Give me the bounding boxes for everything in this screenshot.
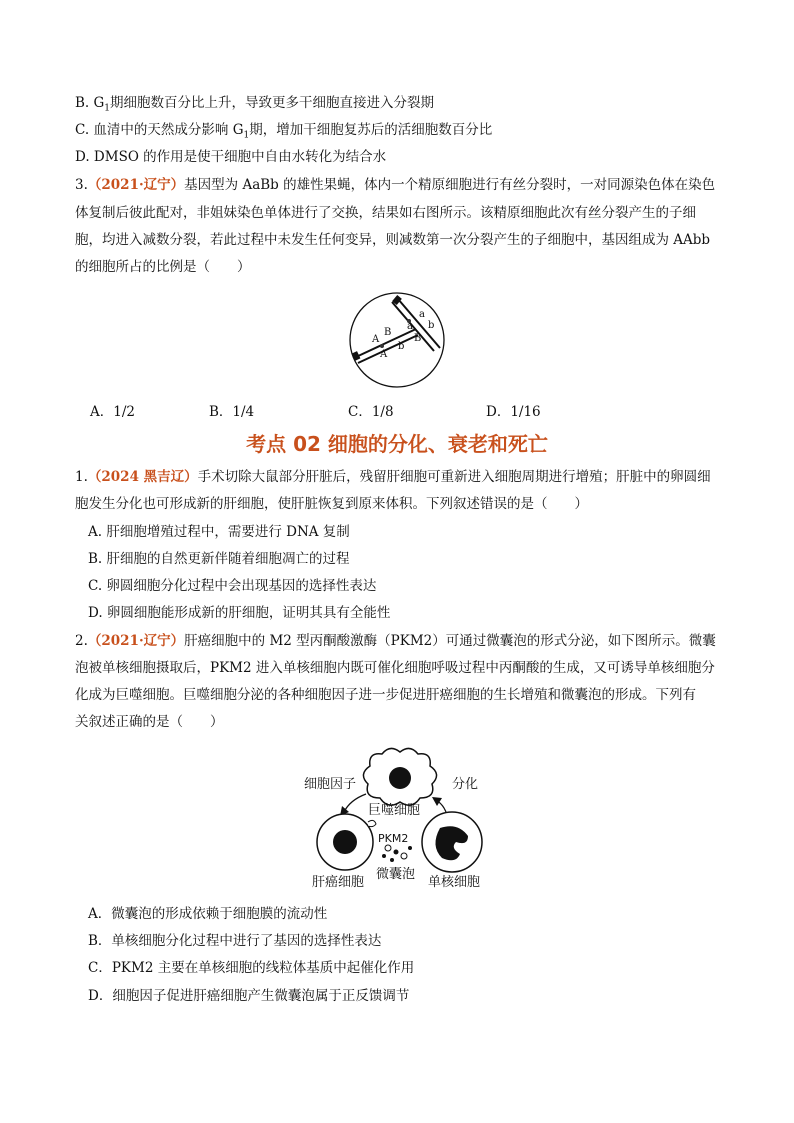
- q3-option-a: A．1/2: [90, 404, 135, 420]
- label-monocyte: 单核细胞: [428, 875, 481, 890]
- prev-option-c-sub: 1: [243, 130, 250, 141]
- cell-cycle-figure: [300, 742, 500, 892]
- s2q2-line-4: 关叙述正确的是（ ）: [75, 714, 224, 730]
- s2q2-line-1: [75, 632, 716, 650]
- prev-option-b: [75, 94, 434, 118]
- prev-option-b-text: B. G: [75, 95, 105, 111]
- q3-line-4: 的细胞所占的比例是（ ）: [75, 259, 251, 275]
- s2q2-line-2: 泡被单核细胞摄取后，PKM2 进入单核细胞内既可催化细胞呼吸过程中丙酮酸的生成，又可诱导单核细胞分: [75, 660, 715, 676]
- q3-option-c: C．1/8: [348, 404, 394, 420]
- label-differentiation: 分化: [452, 777, 479, 792]
- s2q1-number: 1.: [75, 469, 88, 485]
- q3-gene-label-7: a: [419, 309, 425, 320]
- arrow-cytokine: [344, 794, 366, 812]
- prev-option-c-text: C. 血清中的天然成分影响 G: [75, 122, 244, 138]
- s2q1-source: （2024 黑吉辽）: [87, 469, 198, 485]
- section-heading: 考点 02 细胞的分化、衰老和死亡: [246, 432, 548, 456]
- s2q2-option-c: C．PKM2 主要在单核细胞的线粒体基质中起催化作用: [88, 960, 415, 976]
- s2q1-text-1: 手术切除大鼠部分肝脏后，残留肝细胞可重新进入细胞周期进行增殖；肝脏中的卵圆细: [197, 469, 711, 485]
- s2q1-option-b: B. 肝细胞的自然更新伴随着细胞凋亡的过程: [88, 551, 350, 567]
- q3-gene-label-6: B: [414, 333, 422, 344]
- q3-gene-label-3: A: [380, 349, 388, 360]
- q3-option-d: D．1/16: [486, 404, 541, 420]
- s2q2-option-a: A．微囊泡的形成依赖于细胞膜的流动性: [88, 906, 328, 922]
- q3-line-3: 胞，均进入减数分裂，若此过程中未发生任何变异，则减数第一次分裂产生的子细胞中，基因组成为 AAbb: [75, 232, 711, 248]
- q3-line-2: 体复制后彼此配对，非姐妹染色单体进行了交换，结果如右图所示。该精原细胞此次有丝分裂产生的子细: [75, 205, 696, 221]
- q3-text-1: 基因型为 AaBb 的雄性果蝇，体内一个精原细胞进行有丝分裂时，一对同源染色体在染色: [184, 177, 716, 193]
- label-liver-cancer-cell: 肝癌细胞: [312, 875, 365, 890]
- q3-gene-label-4: b: [398, 341, 405, 352]
- s2q2-source: （2021·辽宁）: [87, 633, 185, 649]
- s2q1-option-c: C. 卵圆细胞分化过程中会出现基因的选择性表达: [88, 578, 377, 594]
- q3-gene-label-5: a: [407, 321, 413, 332]
- s2q2-option-d: D．细胞因子促进肝癌细胞产生微囊泡属于正反馈调节: [88, 988, 410, 1004]
- q3-number: 3.: [75, 177, 88, 193]
- prev-option-d: D. DMSO 的作用是使干细胞中自由水转化为结合水: [75, 149, 387, 165]
- s2q1-option-a: A. 肝细胞增殖过程中，需要进行 DNA 复制: [88, 524, 350, 540]
- chromosome-figure: [344, 290, 450, 390]
- prev-option-b-sub: 1: [104, 103, 111, 114]
- q3-gene-label-2: B: [384, 327, 392, 338]
- q3-source: （2021·辽宁）: [87, 177, 185, 193]
- q3-gene-label-1: A: [372, 334, 380, 345]
- label-macrophage: 巨噬细胞: [368, 803, 421, 818]
- s2q2-number: 2.: [75, 633, 88, 649]
- s2q2-text-1: 肝癌细胞中的 M2 型丙酮酸激酶（PKM2）可通过微囊泡的形式分泌，如下图所示。微囊: [184, 633, 716, 649]
- s2q1-line-2: 胞发生分化也可形成新的肝细胞，使肝脏恢复到原来体积。下列叙述错误的是（ ）: [75, 496, 588, 512]
- label-pkm2: PKM2: [378, 832, 409, 845]
- q3-gene-label-8: b: [428, 320, 435, 331]
- q3-option-b: B．1/4: [209, 404, 255, 420]
- prev-option-c: [75, 121, 492, 145]
- s2q1-line-1: [75, 468, 711, 486]
- prev-option-c-rest: 期，增加干细胞复苏后的活细胞数百分比: [249, 122, 493, 138]
- s2q2-option-b: B．单核细胞分化过程中进行了基因的选择性表达: [88, 933, 382, 949]
- label-vesicle: 微囊泡: [376, 867, 416, 882]
- q3-line-1: [75, 176, 715, 194]
- label-cytokine: 细胞因子: [304, 777, 357, 792]
- s2q2-line-3: 化成为巨噬细胞。巨噬细胞分泌的各种细胞因子进一步促进肝癌细胞的生长增殖和微囊泡的形成。下列有: [75, 687, 696, 703]
- s2q1-option-d: D. 卵圆细胞能形成新的肝细胞，证明其具有全能性: [88, 605, 391, 621]
- prev-option-b-rest: 期细胞数百分比上升，导致更多干细胞直接进入分裂期: [110, 95, 435, 111]
